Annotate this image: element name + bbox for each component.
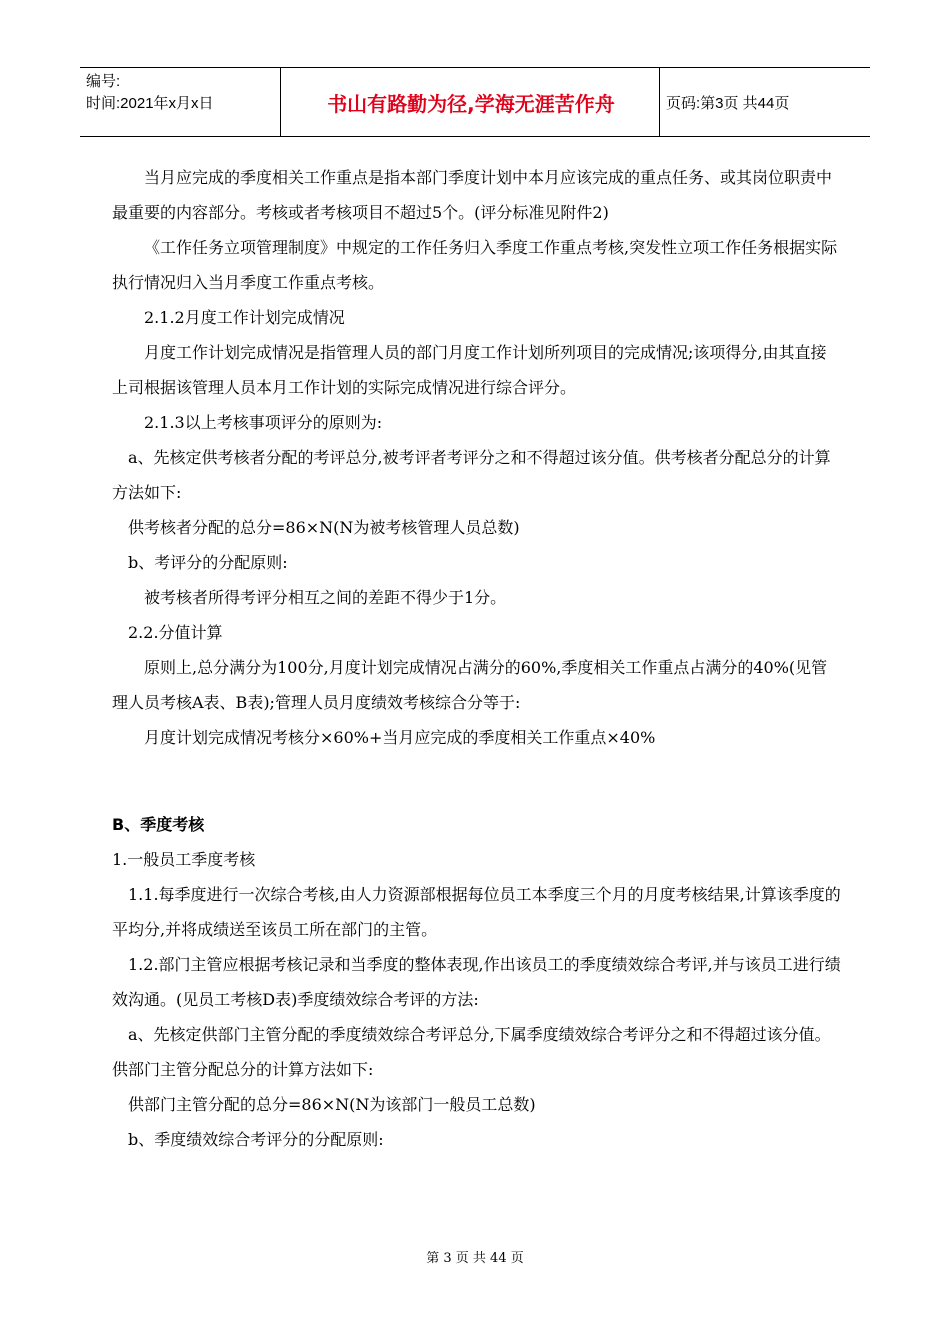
section-heading: 1.一般员工季度考核 [112, 850, 256, 869]
document-body [112, 160, 842, 1157]
formula-line: 月度计划完成情况考核分×60%+当月应完成的季度相关工作重点×40% [144, 728, 656, 747]
paragraph: 月度工作计划完成情况是指管理人员的部门月度工作计划所列项目的完成情况;该项得分,由其直接上司根据该管理人员本月工作计划的实际完成情况进行综合评分。 [112, 343, 827, 397]
paragraph: 原则上,总分满分为100分,月度计划完成情况占满分的60%,季度相关工作重点占满分的40%(见管理人员考核A表、B表);管理人员月度绩效考核综合分等于: [112, 658, 828, 712]
page-footer: 第 3 页 共 44 页 [426, 1251, 524, 1266]
section-heading: 2.1.3以上考核事项评分的原则为: [144, 413, 383, 432]
formula-line: 供考核者分配的总分=86×N(N为被考核管理人员总数) [128, 518, 520, 537]
paragraph: 1.2.部门主管应根据考核记录和当季度的整体表现,作出该员工的季度绩效综合考评,并与该员工进行绩效沟通。(见员工考核D表)季度绩效综合考评的方法: [112, 955, 841, 1009]
section-heading: 2.1.2月度工作计划完成情况 [144, 308, 345, 327]
document-number-label: 编号: [86, 73, 121, 90]
paragraph: b、季度绩效综合考评分的分配原则: [128, 1130, 384, 1149]
header-table [80, 67, 870, 137]
paragraph: b、考评分的分配原则: [128, 553, 288, 572]
header-left-cell [86, 71, 281, 115]
header-divider [659, 68, 660, 136]
section-title: B、季度考核 [112, 815, 205, 834]
paragraph: 1.1.每季度进行一次综合考核,由人力资源部根据每位员工本季度三个月的月度考核结果,计算该季度的平均分,并将成绩送至该员工所在部门的主管。 [112, 885, 841, 939]
document-time-label: 时间:2021年x月x日 [86, 95, 214, 112]
spacer [112, 755, 842, 807]
header-motto: 书山有路勤为径,学海无涯苦作舟 [327, 91, 615, 116]
header-divider [280, 68, 281, 136]
paragraph: 被考核者所得考评分相互之间的差距不得少于1分。 [144, 588, 507, 607]
paragraph: 《工作任务立项管理制度》中规定的工作任务归入季度工作重点考核,突发性立项工作任务根据实际执行情况归入当月季度工作重点考核。 [112, 238, 838, 292]
section-heading: 2.2.分值计算 [128, 623, 223, 642]
paragraph: a、先核定供考核者分配的考评总分,被考评者考评分之和不得超过该分值。供考核者分配总分的计算方法如下: [112, 448, 831, 502]
paragraph: 当月应完成的季度相关工作重点是指本部门季度计划中本月应该完成的重点任务、或其岗位职责中最重要的内容部分。考核或者考核项目不超过5个。(评分标准见附件2) [112, 168, 833, 222]
header-page-code: 页码:第3页 共44页 [666, 94, 790, 112]
paragraph: a、先核定供部门主管分配的季度绩效综合考评总分,下属季度绩效综合考评分之和不得超过该分值。供部门主管分配总分的计算方法如下: [112, 1025, 831, 1079]
formula-line: 供部门主管分配的总分=86×N(N为该部门一般员工总数) [128, 1095, 536, 1114]
